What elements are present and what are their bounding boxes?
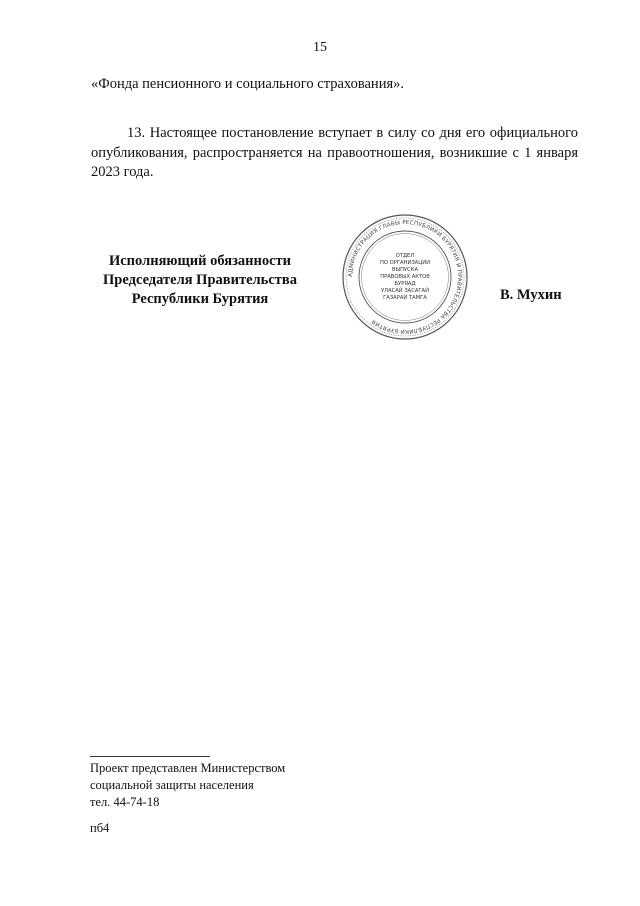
footnote-line-2: социальной защиты населения	[90, 778, 254, 792]
footnote	[90, 760, 285, 811]
signer-title-line-1: Исполняющий обязанности	[108, 253, 292, 269]
seal-line-5: БУРЯАД	[394, 281, 416, 287]
page-number: 15	[313, 40, 327, 55]
seal-outer-text: АДМИНИСТРАЦИЯ ГЛАВЫ РЕСПУБЛИКИ БУРЯТИЯ И ПРАВИТЕЛЬСТВА РЕСПУБЛИКИ БУРЯТИЯ	[347, 219, 463, 335]
footnote-divider	[90, 756, 210, 757]
continuation-line: «Фонда пенсионного и социального страхования».	[91, 76, 404, 92]
seal-line-1: ОТДЕЛ	[395, 253, 415, 259]
official-seal	[341, 213, 469, 341]
seal-line-6: УЛАСАЙ ЗАСАГАЙ	[381, 288, 429, 294]
signer-title-line-3: Республики Бурятия	[131, 291, 269, 307]
footnote-phone: тел. 44-74-18	[90, 795, 160, 809]
document-code: пб4	[90, 821, 110, 835]
signer-title	[80, 252, 320, 309]
seal-line-2: ПО ОРГАНИЗАЦИИ	[379, 260, 431, 266]
signer-name: В. Мухин	[500, 287, 562, 303]
seal-line-4: ПРАВОВЫХ АКТОВ	[380, 274, 430, 280]
footnote-line-1: Проект представлен Министерством	[90, 761, 286, 775]
paragraph-13: 13. Настоящее постановление вступает в силу со дня его официального опубликования, распространяется на правоотношения, возникшие с 1 января 2023 года.	[91, 125, 578, 180]
seal-line-7: ГАЗАРАЙ ТАМГА	[383, 295, 427, 301]
signer-title-line-2: Председателя Правительства	[103, 272, 297, 288]
seal-line-3: ВЫПУСКА	[391, 267, 419, 273]
